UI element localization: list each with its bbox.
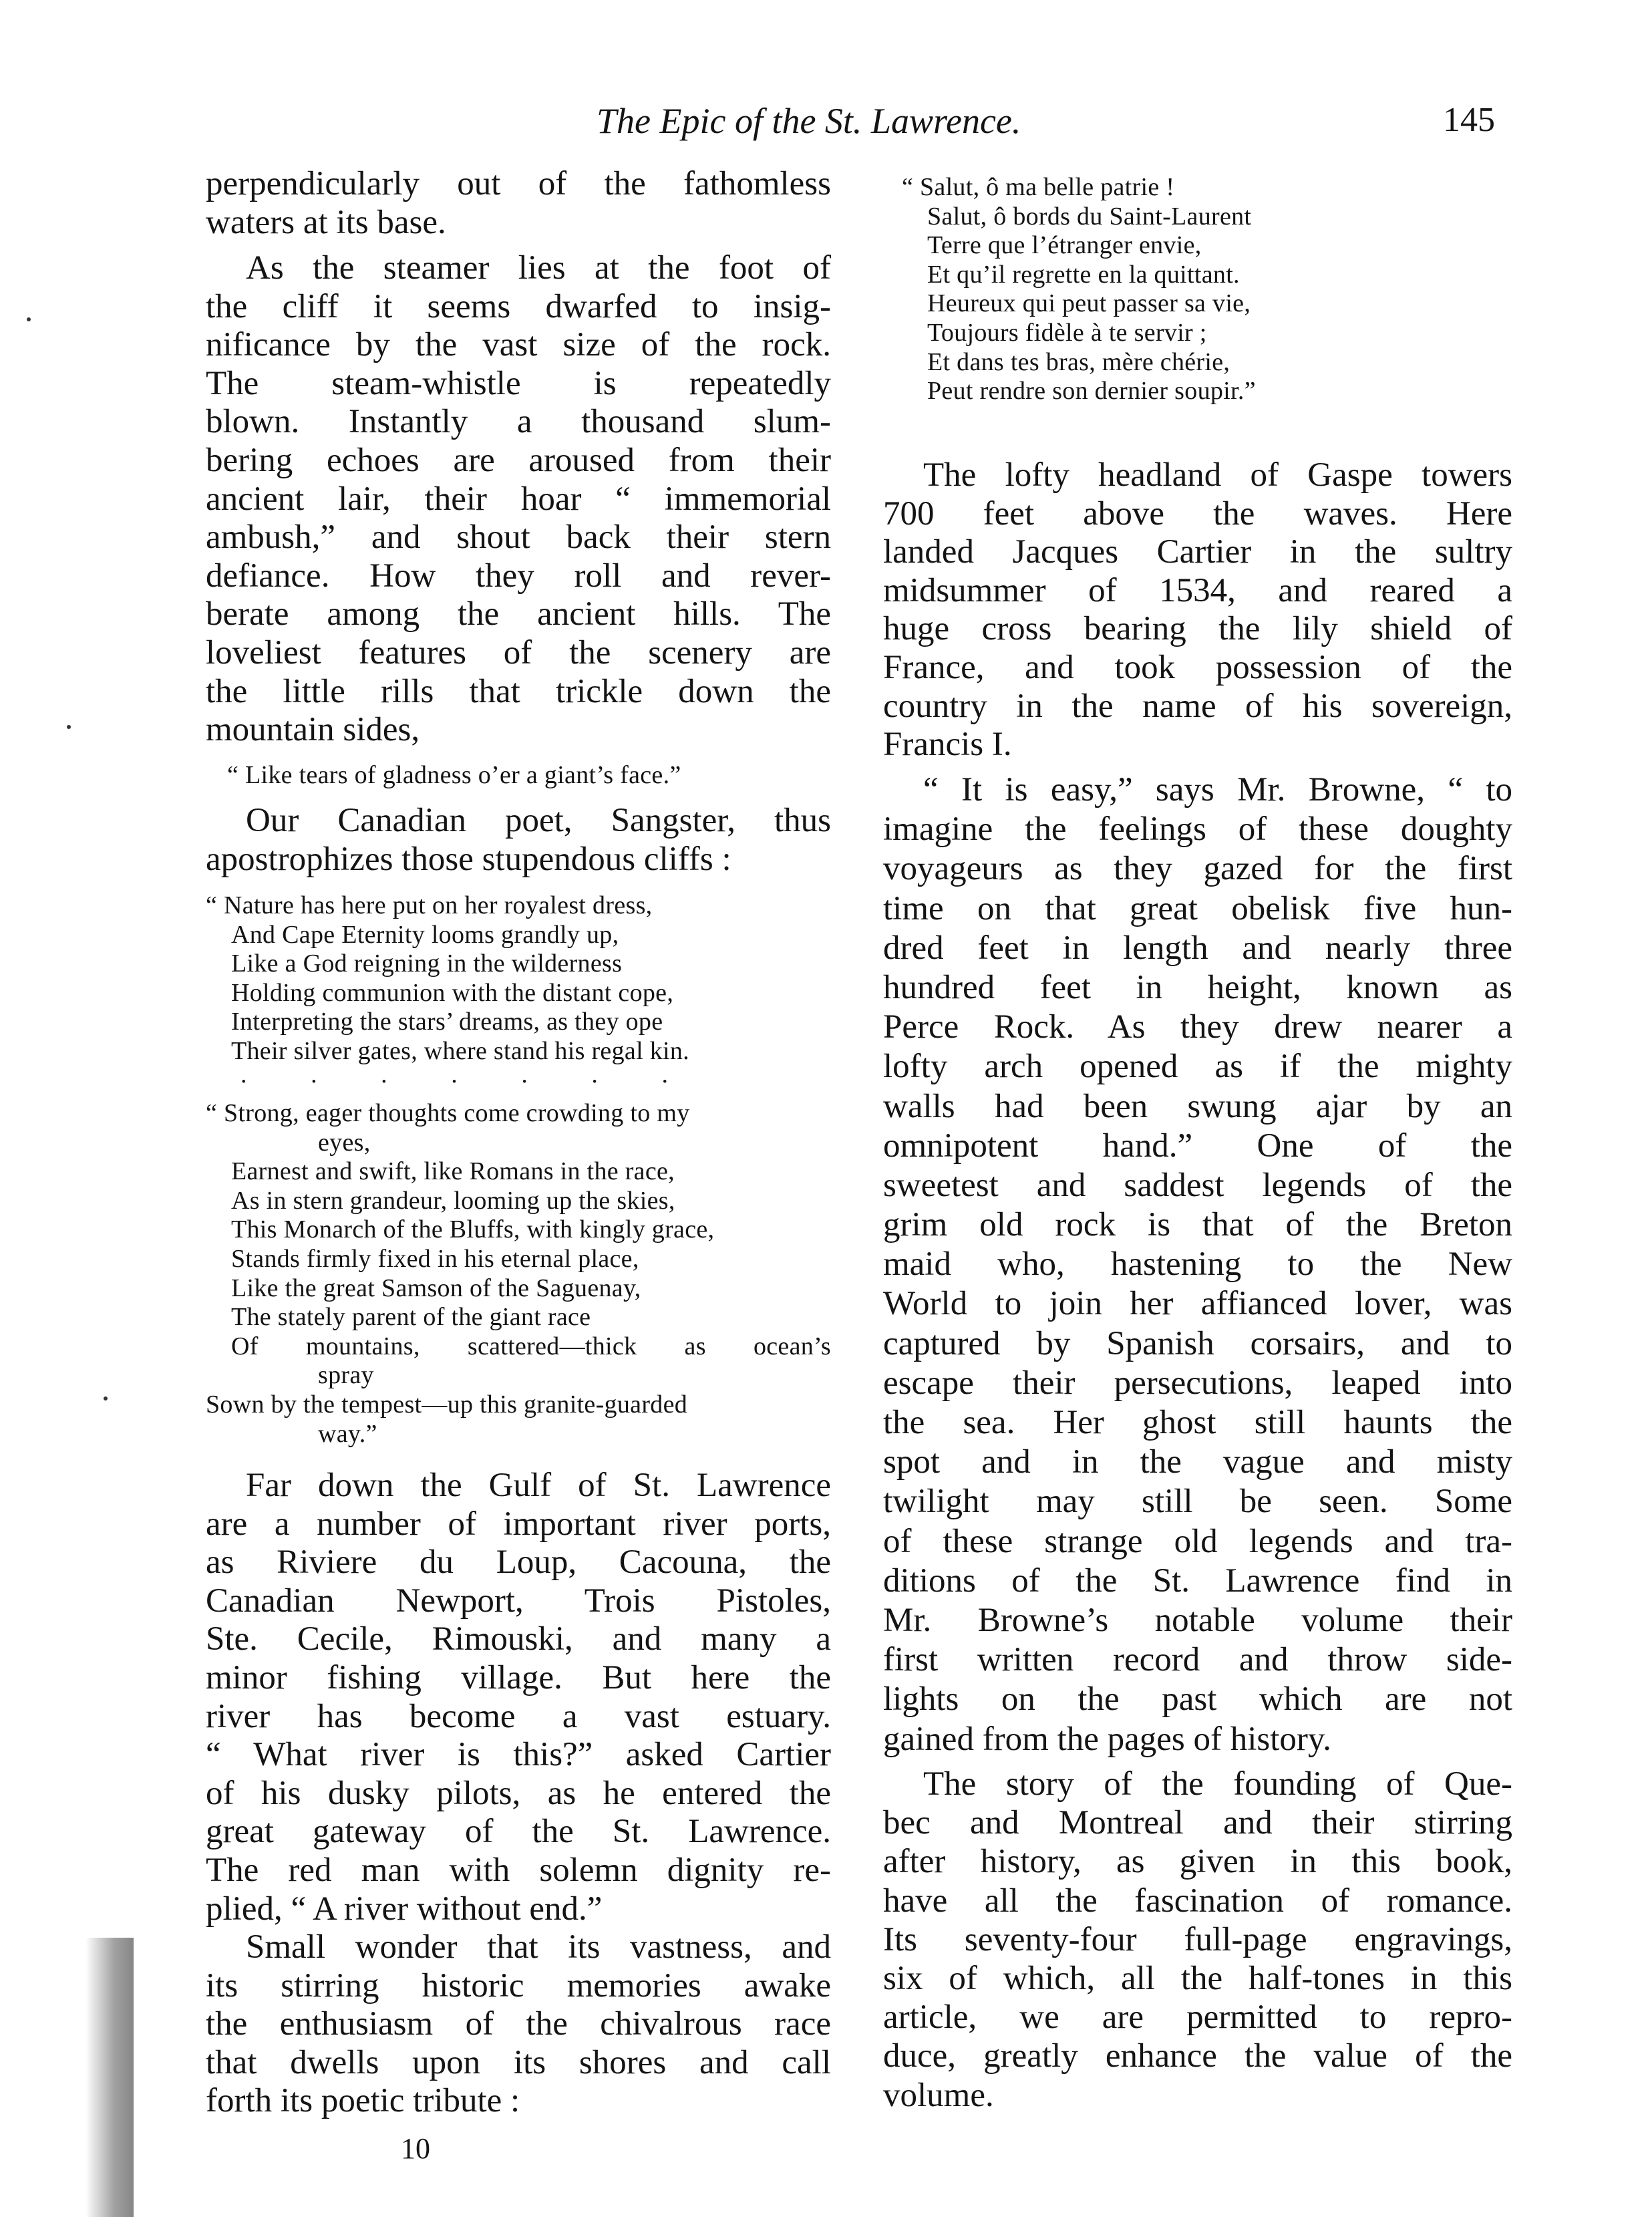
paragraph (206, 802, 831, 879)
verse-line: The stately parent of the giant race (231, 1303, 591, 1332)
ellipsis-dot: . (451, 1060, 458, 1088)
scan-speck (104, 1396, 108, 1400)
verse-line: This Monarch of the Bluffs, with kingly grace, (231, 1215, 715, 1244)
text-line: The lofty headland of Gaspe towers (923, 456, 1512, 494)
text-line: ambush,” and shout back their stern (206, 519, 831, 557)
text-line: grim old rock is that of the Breton (883, 1206, 1512, 1244)
text-line: Our Canadian poet, Sangster, thus (246, 802, 831, 839)
paragraph (206, 1928, 831, 2121)
verse-line: “ Salut, ô ma belle patrie ! (902, 173, 1175, 201)
text-line: that dwells upon its shores and call (206, 2043, 831, 2081)
text-line: minor fishing village. But here the (206, 1658, 831, 1696)
verse-line: “ Like tears of gladness o’er a giant’s face.” (227, 761, 681, 789)
verse-line: As in stern grandeur, looming up the skies, (231, 1186, 675, 1215)
text-line: of his dusky pilots, as he entered the (206, 1774, 831, 1812)
text-line: gained from the pages of history. (883, 1720, 1331, 1758)
verse-line: Interpreting the stars’ dreams, as they ope (231, 1008, 663, 1036)
text-line: blown. Instantly a thousand slum- (206, 403, 831, 441)
inline-quotation (227, 761, 852, 790)
text-line: Small wonder that its vastness, and (246, 1928, 831, 1966)
ellipsis-dot: . (521, 1060, 528, 1088)
verse-line: And Cape Eternity looms grandly up, (231, 920, 619, 949)
text-line: plied, “ A river without end.” (206, 1890, 603, 1928)
text-line: ditions of the St. Lawrence find in (883, 1562, 1512, 1600)
text-line: hundred feet in height, known as (883, 968, 1512, 1006)
verse-line: spray (318, 1361, 374, 1390)
verse-line: Terre que l’étranger envie, (927, 231, 1202, 260)
text-line: The story of the founding of Que- (923, 1765, 1512, 1803)
ellipsis-dot: . (381, 1060, 387, 1088)
verse-line: way.” (318, 1419, 377, 1448)
text-line: imagine the feelings of these doughty (883, 810, 1512, 849)
text-line: Far down the Gulf of St. Lawrence (246, 1467, 831, 1504)
verse-line: Salut, ô bords du Saint-Laurent (927, 202, 1252, 231)
text-line: first written record and throw side- (883, 1641, 1512, 1679)
ellipsis-dot: . (240, 1060, 247, 1088)
paragraph (883, 1765, 1512, 2115)
paragraph (883, 456, 1512, 764)
text-line: 700 feet above the waves. Here (883, 494, 1512, 533)
verse-line: Et dans tes bras, mère chérie, (927, 347, 1230, 376)
text-line: of these strange old legends and tra- (883, 1522, 1512, 1560)
text-line: dred feet in length and nearly three (883, 929, 1512, 967)
text-line: voyageurs as they gazed for the first (883, 850, 1512, 888)
text-line: great gateway of the St. Lawrence. (206, 1813, 831, 1851)
verse-line: Like a God reigning in the wilderness (231, 949, 623, 978)
text-line: ancient lair, their hoar “ immemorial (206, 480, 831, 518)
verse-line: Earnest and swift, like Romans in the race, (231, 1157, 675, 1186)
text-line: article, we are permitted to repro- (883, 1999, 1512, 2037)
text-line: midsummer of 1534, and reared a (883, 571, 1512, 609)
text-line: bering echoes are aroused from their (206, 441, 831, 479)
text-line: sweetest and saddest legends of the (883, 1166, 1512, 1204)
text-line: defiance. How they roll and rever- (206, 557, 831, 595)
text-line: berate among the ancient hills. The (206, 595, 831, 633)
ellipsis-dot: . (661, 1060, 668, 1088)
text-line: “ What river is this?” asked Cartier (206, 1736, 831, 1774)
text-line: Perce Rock. As they drew nearer a (883, 1008, 1512, 1046)
text-line: The steam-whistle is repeatedly (206, 364, 831, 402)
text-line: perpendicularly out of the fathomless (206, 165, 831, 202)
text-line: lofty arch opened as if the mighty (883, 1048, 1512, 1086)
ellipsis-row (240, 1060, 668, 1089)
poem-stanza (206, 891, 831, 1066)
text-line: maid who, hastening to the New (883, 1245, 1512, 1284)
text-line: twilight may still be seen. Some (883, 1483, 1512, 1521)
text-line: the cliff it seems dwarfed to insig- (206, 287, 831, 325)
verse-line: Stands firmly fixed in his eternal place, (231, 1244, 639, 1273)
verse-line: Et qu’il regrette en la quittant. (927, 260, 1240, 289)
text-line: the enthusiasm of the chivalrous race (206, 2005, 831, 2043)
text-line: As the steamer lies at the foot of (246, 249, 831, 287)
paragraph (206, 1467, 831, 1928)
text-line: after history, as given in this book, (883, 1843, 1512, 1881)
text-line: are a number of important river ports, (206, 1505, 831, 1543)
text-line: apostrophizes those stupendous cliffs : (206, 840, 731, 878)
verse-line: Like the great Samson of the Saguenay, (231, 1274, 641, 1302)
text-line: time on that great obelisk five hun- (883, 889, 1512, 927)
verse-line: Their silver gates, where stand his regal kin. (231, 1036, 689, 1065)
poem-stanza (206, 1099, 831, 1449)
text-line: walls had been swung ajar by an (883, 1087, 1512, 1125)
text-line: nificance by the vast size of the rock. (206, 326, 831, 364)
paragraph (206, 165, 831, 242)
text-line: volume. (883, 2076, 994, 2114)
verse-line: Sown by the tempest—up this granite-guarded (206, 1390, 688, 1419)
text-line: forth its poetic tribute : (206, 2082, 520, 2120)
text-line: as Riviere du Loup, Cacouna, the (206, 1543, 831, 1582)
paragraph (883, 770, 1512, 1759)
running-title: The Epic of the St. Lawrence. (597, 101, 1021, 141)
text-line: bec and Montreal and their stirring (883, 1804, 1512, 1842)
text-line: landed Jacques Cartier in the sultry (883, 533, 1512, 571)
text-line: loveliest features of the scenery are (206, 633, 831, 672)
text-line: have all the fascination of romance. (883, 1882, 1512, 1920)
verse-line: Heureux qui peut passer sa vie, (927, 289, 1251, 318)
text-line: escape their persecutions, leaped into (883, 1364, 1512, 1402)
text-line: its stirring historic memories awake (206, 1966, 831, 2005)
text-line: Its seventy-four full-page engravings, (883, 1920, 1512, 1958)
page-number: 145 (1443, 101, 1495, 139)
text-line: lights on the past which are not (883, 1680, 1512, 1719)
verse-line: Toujours fidèle à te servir ; (927, 318, 1207, 347)
signature-mark: 10 (401, 2132, 430, 2165)
text-line: mountain sides, (206, 711, 420, 749)
verse-line: “ Strong, eager thoughts come crowding to my (206, 1099, 690, 1127)
text-line: omnipotent hand.” One of the (883, 1127, 1512, 1165)
text-line: Francis I. (883, 726, 1012, 764)
verse-line: Peut rendre son dernier soupir.” (927, 377, 1256, 406)
text-line: waters at its base. (206, 203, 446, 241)
text-line: the little rills that trickle down the (206, 672, 831, 710)
ellipsis-dot: . (591, 1060, 598, 1088)
verse-line: eyes, (318, 1128, 371, 1157)
text-line: Mr. Browne’s notable volume their (883, 1601, 1512, 1639)
text-line: river has become a vast estuary. (206, 1697, 831, 1735)
text-line: The red man with solemn dignity re- (206, 1851, 831, 1889)
paragraph (206, 249, 831, 750)
verse-line: Of mountains, scattered—thick as ocean’s (231, 1332, 831, 1360)
text-line: country in the name of his sovereign, (883, 687, 1512, 725)
text-line: huge cross bearing the lily shield of (883, 610, 1512, 648)
text-line: duce, greatly enhance the value of the (883, 2037, 1512, 2075)
text-line: spot and in the vague and misty (883, 1443, 1512, 1481)
poem-stanza (902, 173, 1531, 406)
verse-line: Holding communion with the distant cope, (231, 978, 674, 1007)
text-line: Ste. Cecile, Rimouski, and many a (206, 1620, 831, 1658)
text-line: “ It is easy,” says Mr. Browne, “ to (923, 771, 1512, 808)
text-line: six of which, all the half-tones in this (883, 1959, 1512, 1997)
text-line: captured by Spanish corsairs, and to (883, 1324, 1512, 1362)
text-line: France, and took possession of the (883, 648, 1512, 686)
ellipsis-dot: . (311, 1060, 317, 1088)
text-line: the sea. Her ghost still haunts the (883, 1404, 1512, 1441)
text-line: Canadian Newport, Trois Pistoles, (206, 1582, 831, 1620)
verse-line: “ Nature has here put on her royalest dress, (206, 891, 653, 919)
text-line: World to join her affianced lover, was (883, 1285, 1512, 1323)
scan-speck (27, 317, 31, 321)
scan-edge-shadow (86, 1938, 134, 2217)
scan-speck (67, 725, 71, 729)
